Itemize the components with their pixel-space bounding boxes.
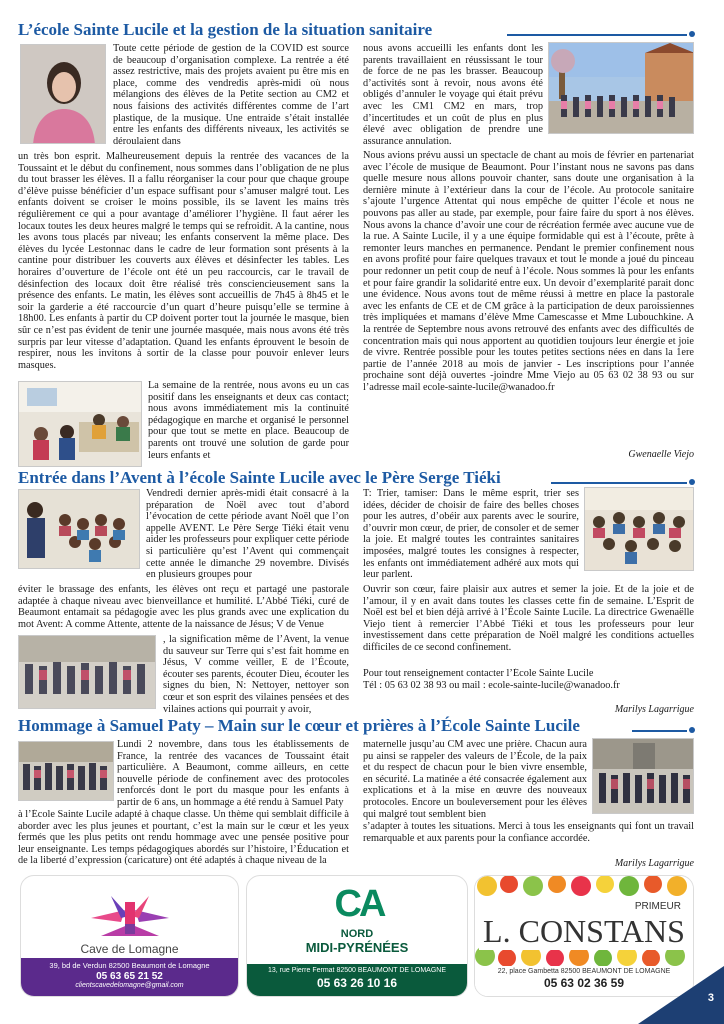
section2-signature: Marilys Lagarrigue — [614, 704, 694, 715]
page-number: 3 — [707, 992, 714, 1004]
section3-title-rule — [632, 730, 687, 732]
bank-line2: MIDI-PYRÉNÉES — [305, 940, 409, 955]
bank-contact-band — [247, 964, 467, 996]
ad-cave-de-lomagne[interactable] — [20, 875, 239, 997]
bank-address: 13, rue Pierre Fermat 82500 BEAUMONT DE LOMAGNE — [267, 967, 447, 974]
cave-name: Cave de Lomagne — [80, 942, 179, 956]
section1-col2-top: nous avons accueilli les enfants dont les parents travaillaient en réussissant le tour de force de ne pas les brasser. Beaucoup d’activités sont à revoir, nous avons été obligés d’annuler le voyage qui était prévu avec les CM1 CM2 en mars, trop d’incertitudes et un coût de plus en plus élevé avec obligation de prendre une assurance annulation. — [363, 43, 543, 147]
section1-col1-top: Toute cette période de gestion de la COVID est source de beaucoup d’organisation complexe. La rentrée a été assez restrictive, mais des projets avaient pu être mis en place, comme des vendredis après-midi où nous mélangions des élèves de la Petite section au CM2 et nous faisions des activités différentes comme de l’art plastique, de la musique. Une entraide s’était installée entre les enfants des différents niveaux, les activités se déroulaient dans — [113, 43, 349, 147]
cave-contact-band — [21, 958, 238, 996]
section3-title-dot — [689, 727, 695, 733]
cave-phone: 05 63 65 21 52 — [96, 971, 163, 982]
priest-class-photo — [18, 489, 140, 569]
tribute-outdoor-photo — [592, 738, 694, 814]
section1-title-dot — [689, 31, 695, 37]
section2-title-dot — [689, 479, 695, 485]
bank-phone: 05 63 26 10 16 — [316, 976, 398, 990]
section2-title-rule — [551, 482, 687, 484]
section1-col1-bottom: La semaine de la rentrée, nous avons eu un cas positif dans les enseignants et deux cas contact; nous avons immédiatement mis la continuité pédagogique en marche et organisé le personnel pour que tout se mette en place. Beaucoup de parents ont trouvé une solution de garde pour leurs enfants et — [148, 380, 349, 461]
bank-line1: NORD — [340, 928, 374, 940]
schoolyard-photo — [548, 42, 694, 134]
section3-col2-top: maternelle jusqu’au CM avec une prière. Chacun aura pu ainsi se rappeler des valeurs de l’École, de la paix et du respect de chacun pour le bien vivre ensemble, en sécurité. La matinée a été consacrée également aux explications et à la mise en œuvre des nouveaux protocoles. Encore un bouleversement pour les élèves qui malgré tout semblent bien — [363, 739, 587, 820]
section3-signature: Marilys Lagarrigue — [614, 858, 694, 869]
section2-contact-line2: Tél : 05 63 02 38 93 ou mail : ecole-sainte-lucile@wanadoo.fr — [363, 680, 620, 691]
primeur-address: 22, place Gambetta 82500 BEAUMONT DE LOMAGNE — [497, 968, 671, 975]
section3-title: Hommage à Samuel Paty – Main sur le cœur et prières à l’École Sainte Lucile — [18, 716, 580, 735]
children-classroom-photo — [584, 487, 694, 571]
ad-credit-agricole[interactable] — [246, 875, 468, 997]
section2-contact-line1: Pour tout renseignement contacter l’École Sainte Lucile — [363, 668, 594, 679]
primeur-name: L. CONSTANS — [483, 913, 685, 949]
section2-col2-main: Ouvrir son cœur, faire plaisir aux autres et semer la joie. Et de la joie et de l’amour, il y en avait dans toutes les classes cette fin de semaine. L’Esprit de Noël est bel et bien déjà arrivé à l’École Sainte Lucile. La directrice Gwenaëlle Viejo tient à remercier l’Abbé Tiéki et tous les professeurs pour leur investissement dans cette préparation de Noël malgré les conditions actuelles difficiles de ce second confinement. — [363, 584, 694, 653]
section1-title: L’école Sainte Lucile et la gestion de la situation sanitaire — [18, 20, 433, 39]
section1-signature: Gwenaelle Viejo — [628, 449, 694, 460]
section2-title: Entrée dans l’Avent à l’école Sainte Lucile avec le Père Serge Tiéki — [18, 468, 501, 487]
section2-col1-top: Vendredi dernier après-midi était consacré à la préparation de Noël avec tout d’abord l’évocation de cette période avant Noël que l’on appelle AVENT. Le Père Serge Tiéki était venu aider les professeurs pour expliquer cette période si particulière qu’est l’Avent qui commençait cette année le dimanche 29 novembre. Divisés en plusieurs groupes pour — [146, 488, 349, 581]
primeur-phone: 05 63 02 36 59 — [543, 976, 625, 990]
primeur-tag: PRIMEUR — [634, 901, 681, 912]
classroom-photo — [18, 381, 142, 467]
section3-col1-top: Lundi 2 novembre, dans tous les établissements de France, la rentrée des vacances de Toussaint était particulière. A Beaumont, comme ailleurs, en cette nouvelle période de confinement avec des protocoles renforcés dont le port du masque pour les enfants à partir de 6 ans, un hommage a été rendu à Samuel Paty — [117, 739, 349, 808]
section1-col2-main: Nous avions prévu aussi un spectacle de chant au mois de février en partenariat avec l’école de musique de Beaumont. Pour l’instant nous ne savons pas dans quelle mesure nous allons pouvoir chanter, sans doute une organisation à la dernière minute à l’extérieur dans la cour de l’école. Au protocole sanitaire s’ajoute l’urgence Attentat qui nous empêche de quitter l’école et nous ne pouvons pas aller au stade, par exemple, pour faire faire du sport à nos élèves. Nous avons la chance d’avoir une cour de récréation fermée avec aucune vue de la rue. A Sainte Lucile, il y a une équipe formidable qui est à l’écoute, prête à remonter leurs manches en permanence. Pendant le premier confinement nous en avons profité pour faire quelques travaux et tout le monde a joué du pinceau pour redonner un petit coup de neuf à l’école. Nous sommes là pour les enfants et pour faire grandir la solidarité entre eux. Un devoir d’exemplarité parait donc une évidence. Nous avons tout de même réussi à mettre en place la pastorale avec les enfants de CE et de CM grâce à la participation de deux paroissiennes très impliquées et mamans d’élève Mme Camescasse et Mme Lubouchkine. A la rentrée de Septembre nous avons retrouvé des enfants avec des difficultés de concentration mais qui nous apportent au quotidien toujours leur énergie et joie de vivre. Rentrée possible pour les toutes petites sections nées en dans la 1ere partie de l’année 2018 au mois de janvier - Les inscriptions pour l’année prochaine sont déjà ouvertes -joindre Mme Viejo au 05 63 02 38 93 ou sur l’adresse mail ecole-sainte-lucile@wanadoo.fr — [363, 150, 694, 393]
section3-col2-main: s’adapter à toutes les situations. Merci à tous les enseignants qui font un travail remarquable et aux parents pour la confiance accordée. — [363, 821, 694, 844]
section1-col1-mid: un très bon esprit. Malheureusement depuis la rentrée des vacances de la Toussaint et le début du confinement, nous sommes dans l’obligation de ne plus du tout brasser les élèves. Il a fallu réorganiser la cour pour que chaque groupe d’élève puisse bénéficier d’un espace suffisant pour s’amuser malgré tout. Les enfants doivent se croiser le moins possible, ils se lavent les mains très régulièrement ce qui a pour avantage d’améliorer l’hygiène. Il faut aérer les locaux toutes les deux heures malgré le temps qui se refroidit. A la cantine, nous les avons tous placés par niveau; les enfants conservent la même place. Des élèves du lycée Lestonnac dans le cadre de leur formation sont présents à la cantine pour distribuer les couverts aux élèves et désinfecter les tables. Les horaires d’ouverture de l’école ont été un peu raccourcis, car le travail de désinfection des locaux doit être réalisé très consciencieusement sans la présence des enfants. Le matin, les élèves sont accueillis de 7h45 à 8h45 et le soir la garderie a été raccourcie d’un quart d’heure puisqu’elle se termine à 18h00. Les enfants à partir du CP doivent porter tout la journée le masque, bien sûr ce n’est pas évident de tenir une journée masquée, mais nous avons été très surpris par leur vitesse d’adaptation. Quand les enfants éprouvent le besoin de respirer, nous les invitons à sortir de la classe pour pouvoir enlever leurs masques. — [18, 151, 349, 371]
bank-logo-text: CA — [334, 883, 384, 925]
cave-email: clientscavedelomagne@gmail.com — [75, 982, 184, 989]
section2-col2-top: T: Trier, tamiser: Dans le même esprit, trier ses idées, décider de choisir de faire des belles choses pour les autres, d’obéir aux parents avec le sourire, d’ouvrir mon cœur, de prier, de consoler et de semer la joie. Et malgré toutes les contraintes sanitaires imposées, malgré toutes les consignes à respecter, les enfants ont immédiatement adhéré aux mots qui leur parlent. — [363, 488, 579, 581]
bank-logo-icon — [329, 884, 389, 924]
section2-col1-mid: éviter le brassage des enfants, les élèves ont reçu et partagé une pastorale adaptée à chaque niveau avec bienveillance et humilité. L’Abbé Tiéki, curé de Beaumont entamait sa pédagogie avec les plus grands avec une explication du mot Avent: A comme Attente, attente de la naissance de Jésus; V de Venue — [18, 584, 349, 630]
section2-col1-bottom: , la signification même de l’Avent, la venue du sauveur sur Terre qui s’est fait homme en Jésus, V comme veiller, E de l’Écoute, écouter ses parents, écouter Dieu, écouter les signes du bien, N: Nettoyer, nettoyer son cœur et son esprit des vilaines pensées et des vilaines actions qui pourrait y avoir, — [163, 634, 349, 715]
section3-col1-main: à l’École Sainte Lucile adapté à chaque classe. Un thème qui semblait difficile à aborder avec les plus jeunes et pourtant, c’est la main sur le cœur et les yeux fermés que les plus petits ont rendu hommage avec une pensée positive pour leur enseignante. Les temps pédagogiques abordés sur l’histoire, l’Éducation et de la liberté d’expression (caricature) ont été adaptés à chaque niveau de la — [18, 809, 349, 867]
portrait-photo — [20, 44, 106, 144]
outdoor-group-photo — [18, 635, 156, 709]
cave-address: 39, bd de Verdun 82500 Beaumont de Lomagne — [49, 961, 210, 970]
tribute-group-photo — [18, 741, 114, 801]
section1-title-rule — [507, 34, 687, 36]
